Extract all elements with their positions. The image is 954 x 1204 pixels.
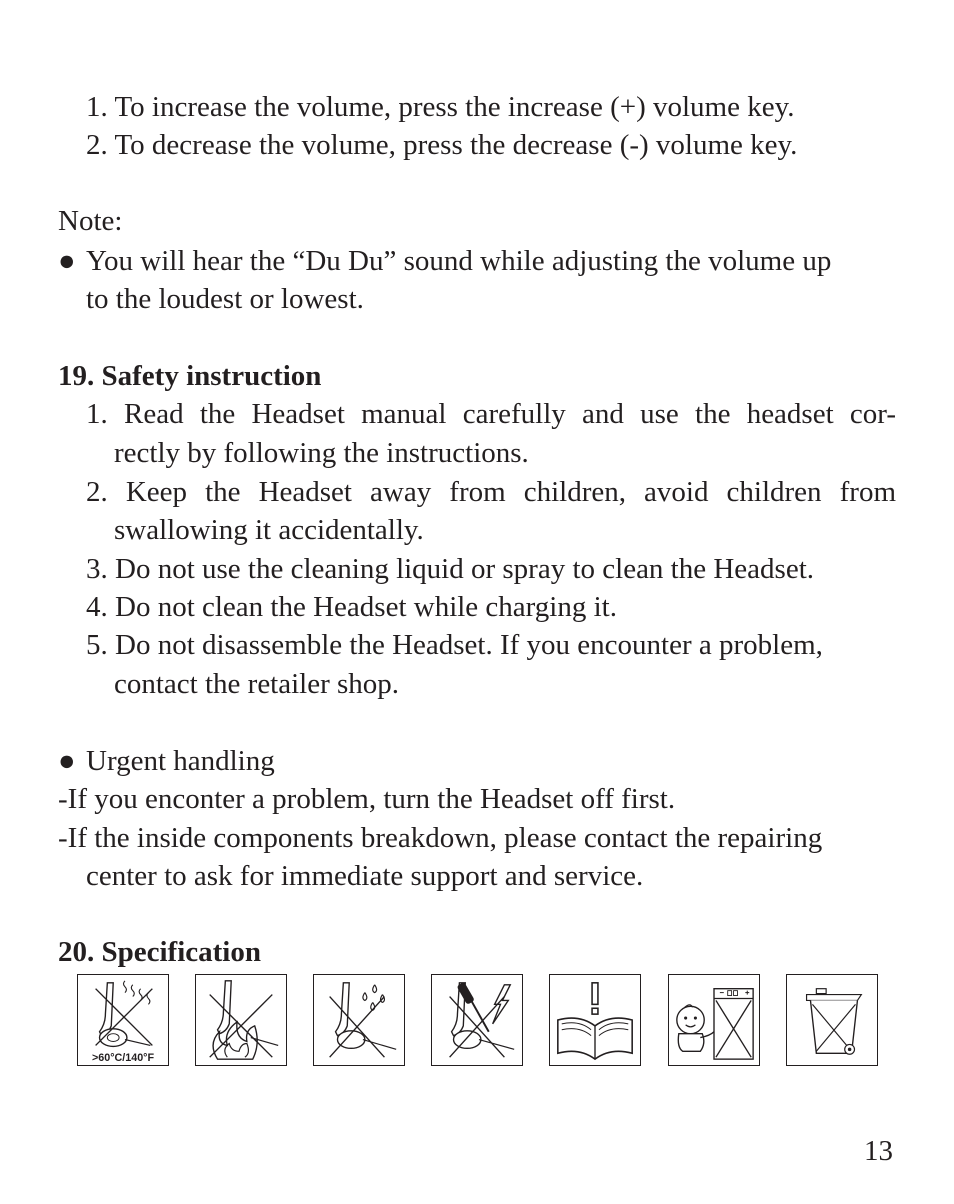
no-heat-icon xyxy=(77,974,169,1066)
no-disassemble-icon xyxy=(431,974,523,1066)
keep-from-children-icon xyxy=(668,974,760,1066)
note-text-line2: to the loudest or lowest. xyxy=(86,283,364,315)
urgent-bullet: ● xyxy=(58,745,76,777)
safety-item-5-line2: contact the retailer shop. xyxy=(114,668,400,700)
safety-item-2-line2: swallowing it accidentally. xyxy=(114,514,424,546)
volume-step-increase: 1. To increase the volume, press the increase (+) volume key. xyxy=(86,91,795,123)
safety-item-5-line1: 5. Do not disassemble the Headset. If you encounter a problem, xyxy=(86,629,823,661)
specification-heading: 20. Specification xyxy=(58,936,261,968)
safety-item-4: 4. Do not clean the Headset while charging it. xyxy=(86,591,617,623)
heat-limit-label: >60°C/140°F xyxy=(91,1052,155,1065)
urgent-line1: -If you enconter a problem, turn the Headset off first. xyxy=(58,783,676,815)
no-liquid-icon xyxy=(313,974,405,1066)
note-bullet: ● xyxy=(58,245,76,277)
urgent-title: Urgent handling xyxy=(86,745,275,777)
safety-heading: 19. Safety instruction xyxy=(58,360,322,392)
recycle-bin-icon xyxy=(786,974,878,1066)
safety-item-1-line1: 1. Read the Headset manual carefully and use the headset cor- xyxy=(86,398,896,430)
safety-item-2-line1: 2. Keep the Headset away from children, avoid children from xyxy=(86,476,896,508)
urgent-line3: center to ask for immediate support and service. xyxy=(86,860,644,892)
safety-item-1-line2: rectly by following the instructions. xyxy=(114,437,529,469)
page-number: 13 xyxy=(864,1135,893,1167)
volume-step-decrease: 2. To decrease the volume, press the decrease (-) volume key. xyxy=(86,129,798,161)
note-label: Note: xyxy=(58,205,123,237)
note-text-line1: You will hear the “Du Du” sound while adjusting the volume up xyxy=(86,245,832,277)
no-fire-icon xyxy=(195,974,287,1066)
safety-item-3: 3. Do not use the cleaning liquid or spray to clean the Headset. xyxy=(86,553,815,585)
urgent-line2: -If the inside components breakdown, please contact the repairing xyxy=(58,822,823,854)
read-manual-icon xyxy=(549,974,641,1066)
